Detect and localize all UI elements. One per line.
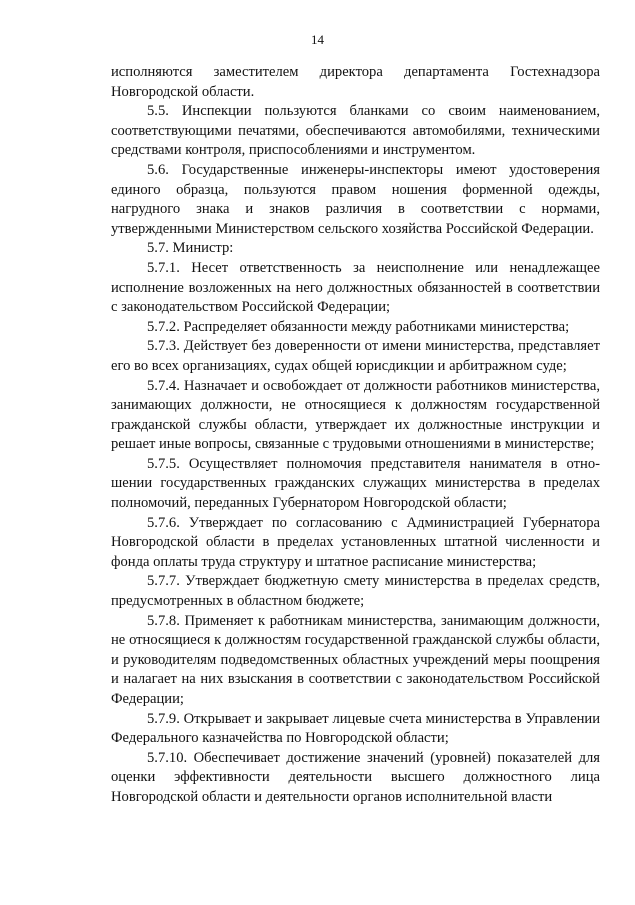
page-number: 14 — [311, 32, 324, 47]
paragraph-5-7-9: 5.7.9. Открывает и закрывает лицевые счета министерства в Управлении Федерального казначейства по Новгородской области; — [111, 710, 600, 747]
paragraph-5-5: 5.5. Инспекции пользуются бланками со своим наименованием, соответствующими печатями, обеспечиваются автомобилями, техническими средствами контроля, приспособлениями и инструментом. — [111, 103, 600, 159]
paragraph-5-7-7: 5.7.7. Утверждает бюджетную смету министерства в пределах средств, предусмотренных в областном бюджете; — [111, 573, 600, 610]
paragraph-5-7-5: 5.7.5. Осуществляет полномочия представителя нанимателя в отношении государственных гражданских служащих министерства в пределах полномочий, переданных Губернатором Новгородской области; — [111, 455, 600, 512]
paragraph-5-7-1: 5.7.1. Несет ответственность за неисполнение или ненадлежащее исполнение возложенных на него должностных обязанностей в соответствии с законодательством Российской Федерации; — [111, 259, 600, 316]
paragraph-5-7-3: 5.7.3. Действует без доверенности от имени министерства, представляет его во всех организациях, судах общей юрисдикции и арбитражном суде; — [111, 338, 600, 374]
paragraph-5-7-6: 5.7.6. Утверждает по согласованию с Администрацией Губернатора Новгородской области в пределах установленных штатной численности и фонда оплаты труда структуру и штатное расписание министерства; — [111, 514, 600, 570]
document-body — [111, 63, 600, 808]
paragraph-5-6: 5.6. Государственные инженеры-инспекторы имеют удостоверения единого образца, пользуются правом ношения форменной одежды, нагрудного знака и знаков различия в соответствии с нормами, утвержденными Министерством сельского хозяйства Российской Федерации. — [111, 161, 600, 237]
paragraph-continuation: исполняются заместителем директора департамента Гостехнадзора Новгородской области. — [111, 64, 600, 100]
paragraph-5-7-2: 5.7.2. Распределяет обязанности между работниками министерства; — [147, 318, 570, 335]
paragraph-5-7-4: 5.7.4. Назначает и освобождает от должности работников министерства, занимающих должности, не относящиеся к должностям государственной гражданской службы области, утверждает их должностные инструкции и решает иные вопросы, связанные с трудовыми отношениями в министерстве; — [111, 377, 600, 453]
paragraph-5-7-10: 5.7.10. Обеспечивает достижение значений (уровней) показателей для оценки эффективности деятельности высшего должностного лица Новгородской области и деятельности органов исполнительной власти — [111, 749, 600, 805]
paragraph-5-7-8: 5.7.8. Применяет к работникам министерства, занимающим должности, не относящиеся к должностям государственной гражданской службы области, и руководителям подведомственных областных учреждений меры поощрения и налагает на них взыскания в соответствии с законодательством Российской Федерации; — [111, 612, 600, 707]
paragraph-5-7: 5.7. Министр: — [147, 240, 234, 257]
